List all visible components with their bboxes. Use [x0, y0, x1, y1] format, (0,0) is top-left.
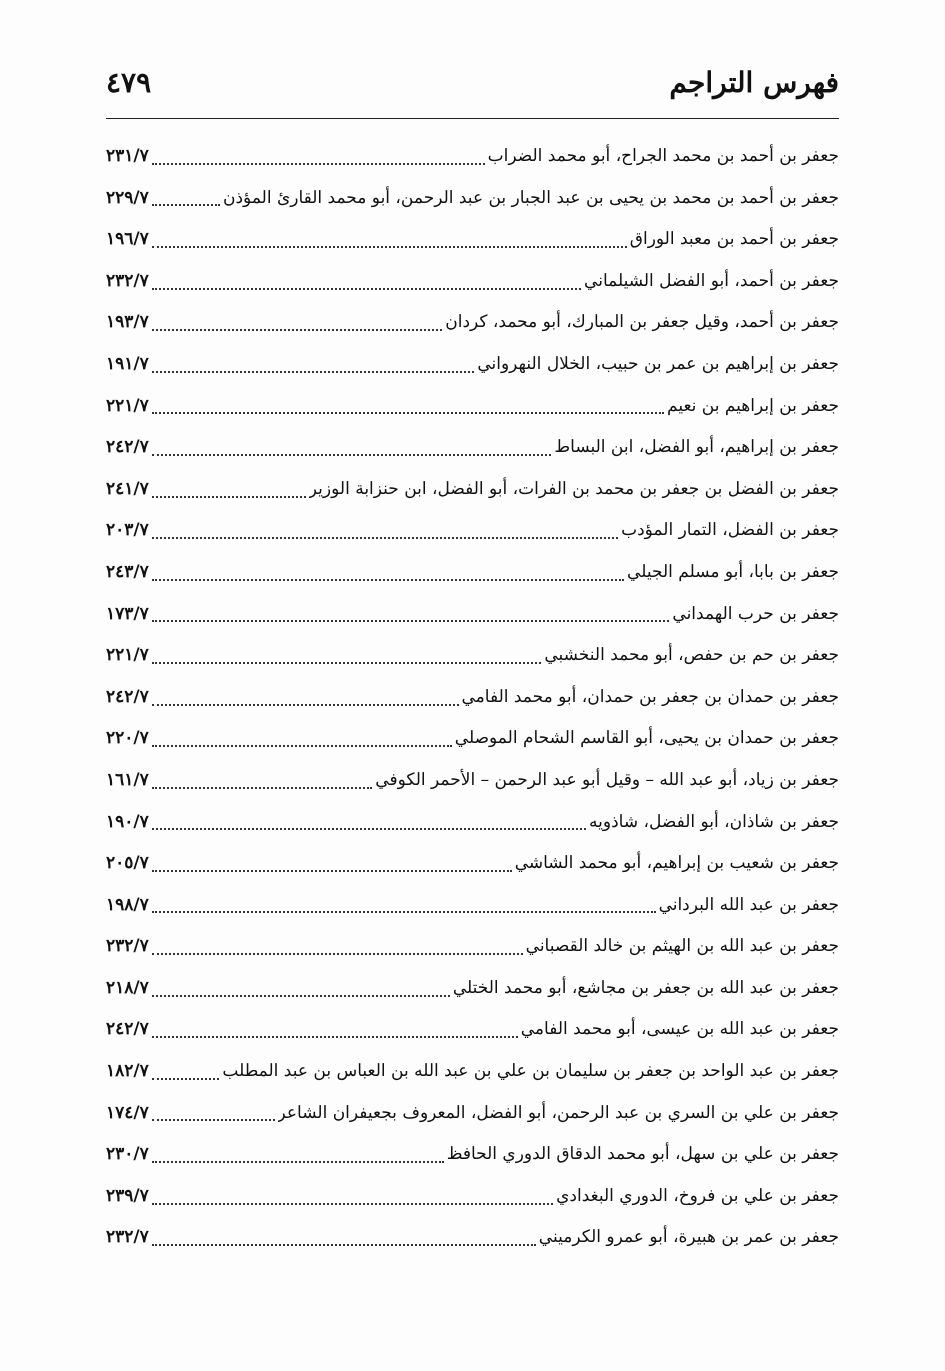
index-entry [106, 178, 839, 220]
index-entry [106, 1051, 839, 1093]
index-entry [106, 1009, 839, 1051]
entry-reference: ٢٣٢/٧ [106, 936, 149, 957]
entry-name: جعفر بن حمدان بن جعفر بن حمدان، أبو محمد الفامي [461, 686, 839, 707]
entry-reference: ١٧٣/٧ [106, 603, 149, 624]
dot-leader [152, 369, 475, 373]
dot-leader [152, 909, 656, 913]
dot-leader [152, 618, 670, 622]
entry-name: جعفر بن حم بن حفص، أبو محمد النخشبي [544, 645, 839, 666]
entry-name: جعفر بن الفضل بن جعفر بن محمد بن الفرات، أبو الفضل، ابن حنزابة الوزير [308, 478, 839, 499]
entry-name: جعفر بن عبد الله بن جعفر بن مجاشع، أبو محمد الختلي [452, 977, 839, 998]
entry-name: جعفر بن حرب الهمداني [672, 603, 839, 624]
dot-leader [152, 1201, 553, 1205]
entry-reference: ٢٤٢/٧ [106, 1019, 149, 1040]
entry-reference: ٢١٨/٧ [106, 977, 149, 998]
index-entry [106, 510, 839, 552]
dot-leader [152, 452, 552, 456]
index-entry [106, 760, 839, 802]
entry-reference: ١٩٨/٧ [106, 894, 149, 915]
dot-leader [152, 577, 624, 581]
entry-reference: ١٧٤/٧ [106, 1102, 149, 1123]
dot-leader [152, 410, 664, 414]
entry-reference: ٢٢١/٧ [106, 395, 149, 416]
entry-name: جعفر بن أحمد، وقيل جعفر بن المبارك، أبو محمد، كردان [445, 312, 839, 333]
entry-name: جعفر بن زياد، أبو عبد الله – وقيل أبو عبد الرحمن – الأحمر الكوفي [375, 769, 839, 790]
entry-reference: ١٩١/٧ [106, 353, 149, 374]
entry-name: جعفر بن علي بن سهل، أبو محمد الدقاق الدوري الحافظ [446, 1144, 839, 1165]
index-entry [106, 136, 839, 178]
entry-reference: ٢٣١/٧ [106, 146, 149, 166]
entry-name: جعفر بن عبد الله بن الهيثم بن خالد القصباني [525, 936, 839, 957]
entry-reference: ٢٠٣/٧ [106, 520, 149, 541]
dot-leader [152, 202, 220, 206]
index-entry [106, 427, 839, 469]
running-title: فهرس التراجم [669, 66, 839, 99]
entry-reference: ٢٣٩/٧ [106, 1185, 149, 1206]
entry-reference: ٢٢١/٧ [106, 645, 149, 666]
dot-leader [152, 1034, 518, 1038]
index-entry [106, 552, 839, 594]
index-entry [106, 1176, 839, 1218]
page-header [106, 58, 839, 108]
index-entry [106, 1093, 839, 1135]
entry-name: جعفر بن الفضل، التمار المؤدب [621, 520, 839, 541]
dot-leader [152, 1117, 275, 1121]
entry-reference: ٢٠٥/٧ [106, 853, 149, 874]
index-entry [106, 635, 839, 677]
entry-name: جعفر بن عبد الله البرداني [658, 894, 839, 915]
entry-reference: ٢٤٢/٧ [106, 686, 149, 707]
entry-reference: ٢٤٢/٧ [106, 437, 149, 458]
dot-leader [152, 161, 485, 165]
header-rule [106, 118, 839, 119]
dot-leader [152, 494, 306, 498]
entry-reference: ١٩٣/٧ [106, 312, 149, 333]
dot-leader [152, 743, 452, 747]
entry-name: جعفر بن عبد الواحد بن جعفر بن سليمان بن علي بن عبد الله بن العباس بن عبد المطلب [222, 1061, 839, 1082]
dot-leader [152, 286, 581, 290]
entry-reference: ٢٢٠/٧ [106, 728, 149, 749]
dot-leader [152, 1159, 444, 1163]
entry-name: جعفر بن حمدان بن يحيى، أبو القاسم الشحام الموصلي [454, 728, 839, 749]
entry-name: جعفر بن إبراهيم بن عمر بن حبيب، الخلال النهرواني [477, 353, 839, 374]
index-entry [106, 469, 839, 511]
index-entry [106, 802, 839, 844]
entry-reference: ١٩٠/٧ [106, 811, 149, 832]
biography-index-list [106, 136, 839, 1259]
dot-leader [152, 826, 586, 830]
entry-name: جعفر بن عمر بن هبيرة، أبو عمرو الكرميني [538, 1227, 839, 1248]
dot-leader [152, 535, 618, 539]
entry-reference: ٢٤١/٧ [106, 478, 149, 499]
index-entry [106, 386, 839, 428]
dot-leader [152, 951, 523, 955]
entry-reference: ٢٣٢/٧ [106, 1227, 149, 1248]
entry-name: جعفر بن أحمد، أبو الفضل الشيلماني [584, 270, 839, 291]
dot-leader [152, 993, 450, 997]
entry-name: جعفر بن عبد الله بن عيسى، أبو محمد الفامي [520, 1019, 839, 1040]
entry-reference: ٢٢٩/٧ [106, 187, 149, 208]
index-entry [106, 843, 839, 885]
dot-leader [152, 1076, 220, 1080]
entry-name: جعفر بن بابا، أبو مسلم الجيلي [627, 561, 839, 582]
index-entry [106, 261, 839, 303]
index-entry [106, 926, 839, 968]
dot-leader [152, 1242, 536, 1246]
index-entry [106, 302, 839, 344]
dot-leader [152, 244, 627, 248]
entry-reference: ٢٣٠/٧ [106, 1144, 149, 1165]
index-entry [106, 219, 839, 261]
dot-leader [152, 327, 443, 331]
entry-reference: ١٦١/٧ [106, 769, 149, 790]
entry-name: جعفر بن علي بن السري بن عبد الرحمن، أبو الفضل، المعروف بجعيفران الشاعر [277, 1102, 839, 1123]
index-entry [106, 885, 839, 927]
entry-name: جعفر بن شعيب بن إبراهيم، أبو محمد الشاشي [514, 853, 839, 874]
index-entry [106, 594, 839, 636]
dot-leader [152, 660, 542, 664]
entry-name: جعفر بن شاذان، أبو الفضل، شاذويه [589, 811, 839, 832]
page-number: ٤٧٩ [106, 66, 152, 99]
entry-name: جعفر بن أحمد بن محمد بن يحيى بن عبد الجبار بن عبد الرحمن، أبو محمد القارئ المؤذن [222, 187, 839, 208]
entry-name: جعفر بن أحمد بن معبد الوراق [629, 229, 839, 250]
entry-reference: ١٩٦/٧ [106, 229, 149, 250]
entry-reference: ٢٣٢/٧ [106, 270, 149, 291]
index-entry [106, 1134, 839, 1176]
index-entry [106, 718, 839, 760]
dot-leader [152, 785, 373, 789]
entry-name: جعفر بن أحمد بن محمد الجراح، أبو محمد الضراب [487, 146, 839, 166]
dot-leader [152, 702, 459, 706]
index-entry [106, 344, 839, 386]
entry-name: جعفر بن علي بن فروخ، الدوري البغدادي [556, 1185, 839, 1206]
entry-name: جعفر بن إبراهيم، أبو الفضل، ابن البساط [554, 437, 839, 458]
index-entry [106, 1217, 839, 1259]
entry-reference: ١٨٢/٧ [106, 1061, 149, 1082]
index-entry [106, 677, 839, 719]
index-entry [106, 968, 839, 1010]
dot-leader [152, 868, 512, 872]
entry-name: جعفر بن إبراهيم بن نعيم [667, 395, 839, 416]
entry-reference: ٢٤٣/٧ [106, 561, 149, 582]
